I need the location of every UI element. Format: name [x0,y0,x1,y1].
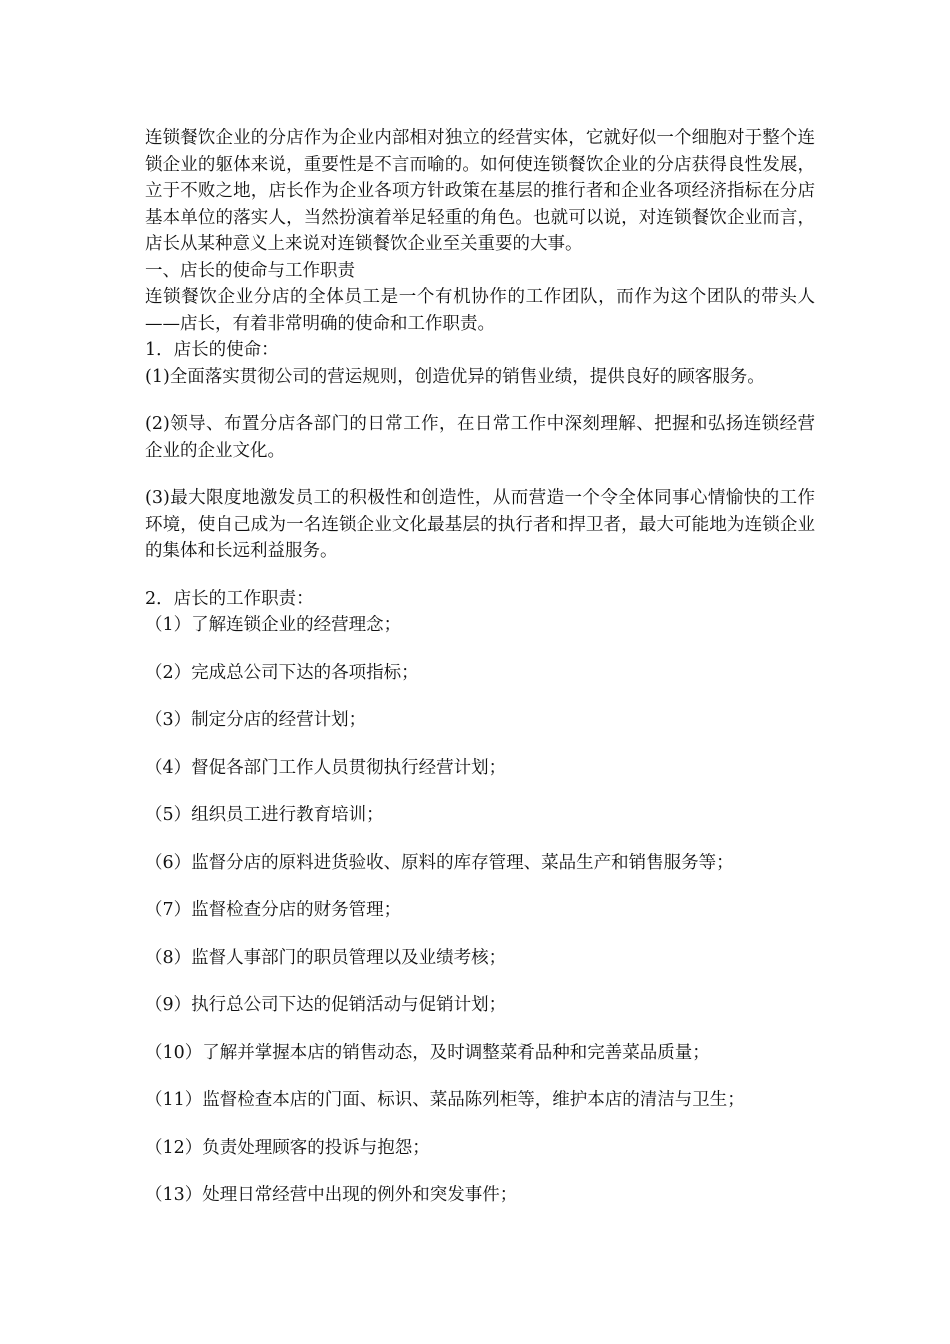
duty-item-9: （9）执行总公司下达的促销活动与促销计划； [145,995,507,1015]
duty-item-3: （3）制定分店的经营计划； [145,710,367,730]
document-body [145,125,815,1230]
section-heading: 一、店长的使命与工作职责 [145,260,355,281]
mission-item-2: (2)领导、布置分店各部门的日常工作，在日常工作中深刻理解、把握和弘扬连锁经营企业的企业文化。 [145,414,815,461]
duty-item-5: （5）组织员工进行教育培训； [145,805,384,825]
duty-item-13: （13）处理日常经营中出现的例外和突发事件； [145,1185,518,1205]
mission-item-1: (1)全面落实贯彻公司的营运规则，创造优异的销售业绩，提供良好的顾客服务。 [145,366,765,387]
mission-item-3: (3)最大限度地激发员工的积极性和创造性，从而营造一个令全体同事心情愉快的工作环境，使自己成为一名连锁企业文化最基层的执行者和捍卫者，最大可能地为连锁企业的集体和长远利益服务。 [145,488,815,561]
duty-item-2: （2）完成总公司下达的各项指标； [145,662,419,683]
duty-item-7: （7）监督检查分店的财务管理； [145,900,402,920]
mission-heading: 1．店长的使命： [145,340,279,360]
duty-item-4: （4）督促各部门工作人员贯彻执行经营计划； [145,757,507,778]
duty-item-6: （6）监督分店的原料进货验收、原料的库存管理、菜品生产和销售服务等； [145,852,734,873]
duty-item-10: （10）了解并掌握本店的销售动态，及时调整菜肴品种和完善菜品质量； [145,1042,710,1063]
duties-heading: 2．店长的工作职责： [145,588,314,609]
duty-item-1: （1）了解连锁企业的经营理念； [145,615,402,635]
duty-item-12: （12）负责处理顾客的投诉与抱怨； [145,1137,430,1158]
duty-item-11: （11）监督检查本店的门面、标识、菜品陈列柜等，维护本店的清洁与卫生； [145,1090,745,1110]
section-intro-paragraph: 连锁餐饮企业分店的全体员工是一个有机协作的工作团队，而作为这个团队的带头人——店长，有着非常明确的使命和工作职责。 [145,287,815,334]
duty-item-8: （8）监督人事部门的职员管理以及业绩考核； [145,947,507,968]
intro-paragraph: 连锁餐饮企业的分店作为企业内部相对独立的经营实体，它就好似一个细胞对于整个连锁企业的躯体来说，重要性是不言而喻的。如何使连锁餐饮企业的分店获得良性发展，立于不败之地，店长作为企业各项方针政策在基层的推行者和企业各项经济指标在分店基本单位的落实人，当然扮演着举足轻重的角色。也就可以说，对连锁餐饮企业而言，店长从某种意义上来说对连锁餐饮企业至关重要的大事。 [145,128,815,254]
